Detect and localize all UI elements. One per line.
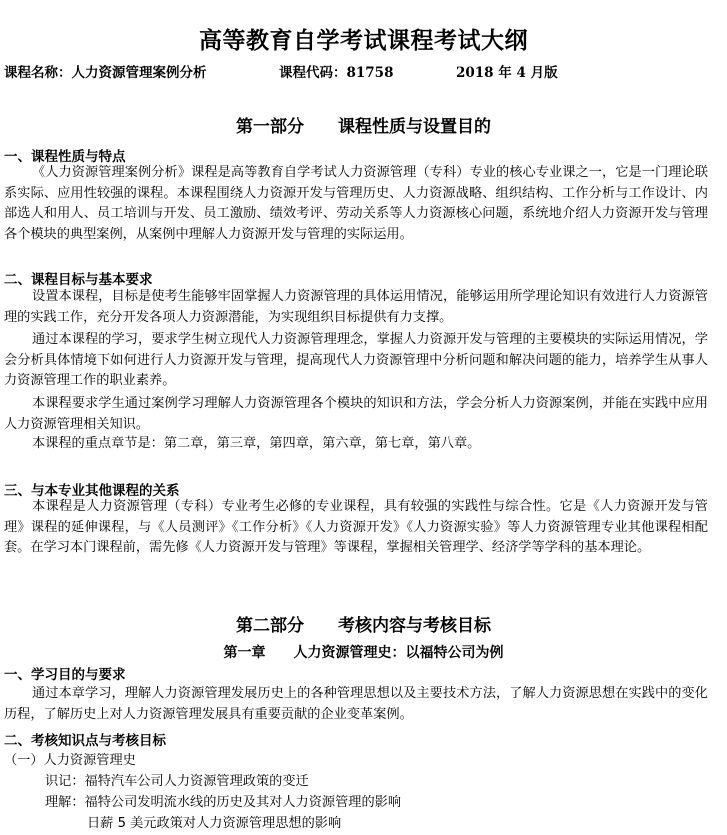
document-title: 高等教育自学考试课程考试大纲 (199, 27, 528, 54)
section-heading: 三、与本专业其他课程的关系 (4, 483, 180, 499)
syllabus-version: 2018 年 4 月版 (456, 65, 558, 81)
part2-title: 第二部分 考核内容与考核目标 (236, 616, 491, 636)
chapter-title: 第一章 人力资源管理史：以福特公司为例 (223, 645, 504, 661)
paragraph: 设置本课程，目标是使考生能够牢固掌握人力资源管理的具体运用情况，能够运用所学理论知识有效进行人力资源管理的实践工作，充分开发各项人力资源潜能，为实现组织目标提供有力支撑。 (4, 289, 708, 325)
paragraph: 本课程要求学生通过案例学习理解人力资源管理各个模块的知识和方法，学会分析人力资源案例，并能在实践中应用人力资源管理相关知识。 (4, 396, 708, 432)
list-item: 理解：福特公司发明流水线的历史及其对人力资源管理的影响 (45, 795, 402, 810)
paragraph: 本课程是人力资源管理（专科）专业考生必修的专业课程，具有较强的实践性与综合性。它是《人力资源开发与管理》课程的延伸课程，与《人员测评》《工作分析》《人力资源开发》《人力资源实验》等人力资源管理专业其他课程相配套。在学习本门课程前，需先修《人力资源开发与管理》等课程，掌握相关管理学、经济学等学科的基本理论。 (4, 499, 708, 555)
section-heading: 二、考核知识点与考核目标 (4, 733, 166, 749)
paragraph: 《人力资源管理案例分析》课程是高等教育自学考试人力资源管理（专科）专业的核心专业课之一，它是一门理论联系实际、应用性较强的课程。本课程围绕人力资源开发与管理历史、人力资源战略、组织结构、工作分析与工作设计、内部选人和用人、员工培训与开发、员工激励、绩效考评、劳动关系等人力资源核心问题，系统地介绍人力资源开发与管理各个模块的典型案例，从案例中理解人力资源开发与管理的实际运用。 (4, 165, 708, 242)
section-heading: 一、课程性质与特点 (4, 149, 126, 165)
paragraph: 通过本章学习，理解人力资源管理发展历史上的各种管理思想以及主要技术方法，了解人力资源思想在实践中的变化历程，了解历史上对人力资源管理发展具有重要贡献的企业变革案例。 (4, 686, 708, 722)
course-code: 课程代码：81758 (279, 65, 394, 81)
paragraph: 本课程的重点章节是：第二章，第三章，第四章，第六章，第七章，第八章。 (32, 436, 481, 451)
course-name: 课程名称：人力资源管理案例分析 (4, 65, 207, 81)
part1-title: 第一部分 课程性质与设置目的 (236, 117, 491, 137)
section-heading: 一、学习目的与要求 (4, 667, 126, 683)
paragraph: 通过本课程的学习，要求学生树立现代人力资源管理理念，掌握人力资源开发与管理的主要模块的实际运用情况，学会分析具体情境下如何进行人力资源开发与管理，提高现代人力资源管理中分析问题和解决问题的能力，培养学生从事人力资源管理工作的职业素养。 (4, 332, 708, 388)
list-item: 识记：福特汽车公司人力资源管理政策的变迁 (45, 774, 309, 789)
list-item: 日薪 5 美元政策对人力资源管理思想的影响 (87, 816, 342, 831)
section-heading: 二、课程目标与基本要求 (4, 272, 153, 288)
subsection-heading: （一）人力资源管理史 (4, 753, 136, 768)
